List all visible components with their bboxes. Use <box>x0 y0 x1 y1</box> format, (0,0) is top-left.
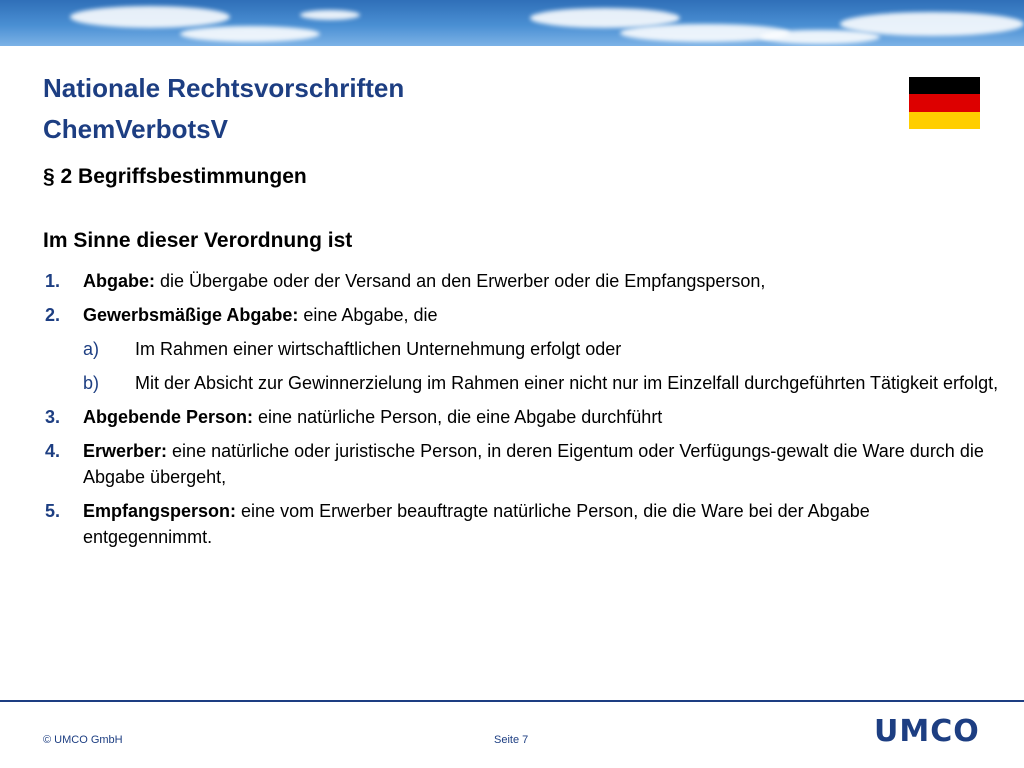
item-number: 1. <box>45 271 61 291</box>
flag-stripe-gold <box>909 112 980 129</box>
sky-banner <box>0 0 1024 46</box>
sub-list-item <box>43 336 1003 362</box>
item-term: Empfangsperson: <box>83 501 237 521</box>
sub-item-label: b) <box>83 373 100 393</box>
item-number: 3. <box>45 407 61 427</box>
item-term: Gewerbsmäßige Abgabe: <box>83 305 299 325</box>
sub-item-text: Mit der Absicht zur Gewinnerzielung im Rahmen einer nicht nur im Einzelfall durchgeführten Tätigkeit erfolgt, <box>135 373 999 393</box>
page-number: Seite 7 <box>494 734 529 746</box>
sub-item-text: Im Rahmen einer wirtschaftlichen Unternehmung erfolgt oder <box>135 339 622 359</box>
footer-divider <box>0 700 1024 702</box>
item-number: 4. <box>45 441 61 461</box>
intro-text: Im Sinne dieser Verordnung ist <box>43 229 353 252</box>
list-item <box>43 498 1003 550</box>
list-item <box>43 302 1003 328</box>
item-number: 5. <box>45 501 61 521</box>
sub-item-label: a) <box>83 339 100 359</box>
item-term: Erwerber: <box>83 441 168 461</box>
flag-stripe-black <box>909 77 980 94</box>
list-item <box>43 404 1003 430</box>
item-text: die Übergabe oder der Versand an den Erwerber oder die Empfangsperson, <box>155 271 766 291</box>
item-term: Abgebende Person: <box>83 407 254 427</box>
definitions-list <box>43 268 1003 558</box>
item-text: eine vom Erwerber beauftragte natürliche Person, die die Ware bei der Abgabe entgegennimmt. <box>83 501 870 547</box>
section-title: § 2 Begriffsbestimmungen <box>43 165 307 188</box>
slide-subtitle: ChemVerbotsV <box>43 114 228 144</box>
copyright-text: © UMCO GmbH <box>43 734 123 746</box>
item-text: eine natürliche Person, die eine Abgabe durchführt <box>253 407 663 427</box>
list-item <box>43 438 1003 490</box>
list-item <box>43 268 1003 294</box>
flag-stripe-red <box>909 94 980 111</box>
german-flag-icon <box>909 77 980 129</box>
item-text: eine natürliche oder juristische Person, in deren Eigentum oder Verfügungs-gewalt die Ware durch die Abgabe übergeht, <box>83 441 984 487</box>
item-term: Abgabe: <box>83 271 155 291</box>
umco-logo: UMCO <box>874 714 980 749</box>
item-text: eine Abgabe, die <box>298 305 438 325</box>
sub-list-item <box>43 370 1003 396</box>
slide-title: Nationale Rechtsvorschriften <box>43 73 405 103</box>
item-number: 2. <box>45 305 61 325</box>
